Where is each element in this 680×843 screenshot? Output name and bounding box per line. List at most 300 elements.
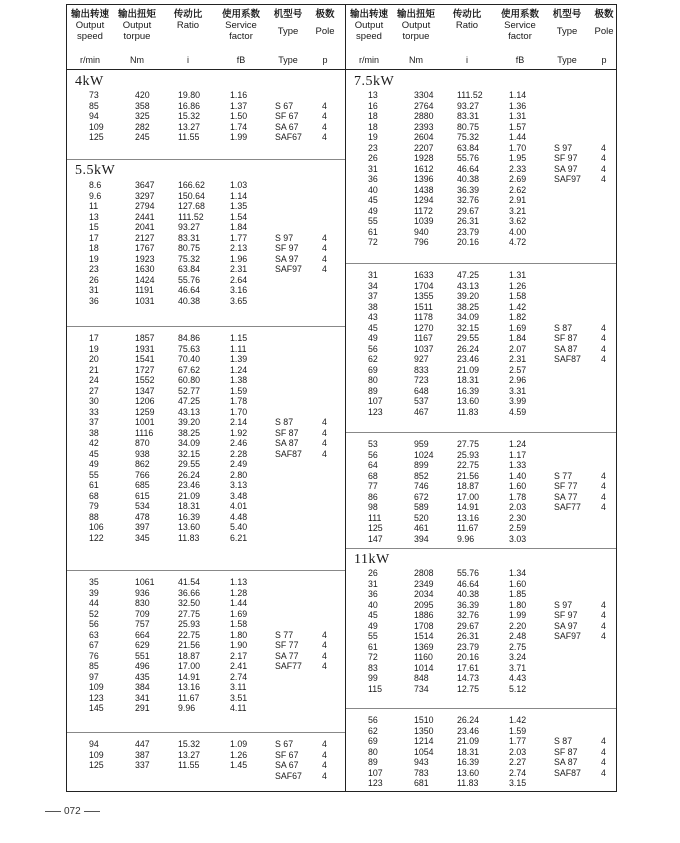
output-torque-cell: 1350 xyxy=(414,725,434,736)
output-torque-cell: 1633 xyxy=(414,270,434,280)
output-torque-cell: 938 xyxy=(135,448,150,459)
output-speed-cell: 56 xyxy=(89,619,99,629)
service-factor-cell: 1.90 xyxy=(230,640,248,650)
output-torque-cell: 2034 xyxy=(414,589,434,599)
output-torque-cell: 447 xyxy=(135,739,150,749)
output-speed-cell: 17 xyxy=(89,333,99,343)
service-factor-cell: 2.03 xyxy=(509,746,527,757)
output-speed-cell: 76 xyxy=(89,650,99,661)
output-speed-cell: 109 xyxy=(89,749,104,760)
header-ratio-en: Ratio xyxy=(176,20,200,31)
service-factor-cell: 1.69 xyxy=(509,322,527,333)
type-label: SA 97 xyxy=(275,253,299,264)
table-row xyxy=(346,111,616,121)
table-row xyxy=(67,191,345,201)
service-factor-cell: 1.58 xyxy=(230,619,248,629)
output-torque-cell: 537 xyxy=(414,396,429,406)
output-torque-cell: 3297 xyxy=(135,190,155,201)
output-torque-cell: 2441 xyxy=(135,211,155,222)
output-speed-cell: 55 xyxy=(89,469,99,480)
left-section xyxy=(67,732,345,794)
output-torque-cell: 341 xyxy=(135,692,150,703)
header-torque-en: Output xyxy=(122,20,152,31)
output-speed-cell: 45 xyxy=(89,448,99,459)
type-label: SF 77 xyxy=(275,640,299,650)
type-label: SA 87 xyxy=(554,757,578,767)
output-speed-cell: 44 xyxy=(89,598,99,608)
service-factor-cell: 2.57 xyxy=(509,364,527,375)
table-row xyxy=(67,703,345,713)
output-speed-cell: 55 xyxy=(368,216,378,226)
header-factor-unit: fB xyxy=(236,55,246,65)
header-speed-en: speed xyxy=(77,31,103,42)
service-factor-cell: 1.40 xyxy=(509,470,527,481)
table-row xyxy=(346,365,616,375)
output-speed-cell: 38 xyxy=(368,301,378,312)
output-torque-cell: 1767 xyxy=(135,243,155,253)
header-pole-en: Pole xyxy=(315,26,335,37)
left-section xyxy=(67,326,345,571)
output-speed-cell: 18 xyxy=(368,121,378,132)
header-torque-unit: Nm xyxy=(409,55,423,65)
output-speed-cell: 111 xyxy=(368,512,382,523)
service-factor-cell: 2.49 xyxy=(230,459,248,469)
ratio-cell: 80.75 xyxy=(457,121,480,132)
table-row xyxy=(346,185,616,195)
service-factor-cell: 3.48 xyxy=(230,490,248,501)
ratio-cell: 70.40 xyxy=(178,354,201,364)
ratio-cell: 14.91 xyxy=(178,671,201,682)
output-speed-cell: 13 xyxy=(89,211,99,222)
output-torque-cell: 1039 xyxy=(414,216,434,226)
table-row xyxy=(67,501,345,511)
table-row xyxy=(67,750,345,760)
service-factor-cell: 2.27 xyxy=(509,757,527,767)
table-row xyxy=(67,630,345,640)
pole-value: 4 xyxy=(601,354,606,364)
table-row xyxy=(67,588,345,598)
left-table-header xyxy=(67,5,345,70)
header-torque-en: torpue xyxy=(402,31,430,42)
output-speed-cell: 107 xyxy=(368,396,383,406)
pole-value: 4 xyxy=(601,599,606,610)
output-speed-cell: 37 xyxy=(368,291,378,301)
service-factor-cell: 2.64 xyxy=(230,274,248,285)
output-speed-cell: 61 xyxy=(89,480,99,490)
output-speed-cell: 26 xyxy=(368,153,378,163)
table-row xyxy=(67,111,345,121)
service-factor-cell: 1.26 xyxy=(230,749,248,760)
ratio-cell: 9.96 xyxy=(457,533,475,544)
pole-value: 4 xyxy=(322,661,327,671)
table-row xyxy=(346,386,616,396)
type-label: SAF97 xyxy=(275,264,302,274)
table-row xyxy=(346,281,616,291)
header-pole xyxy=(586,9,622,37)
left-section xyxy=(67,570,345,733)
ratio-cell: 22.75 xyxy=(457,460,480,470)
header-torque xyxy=(394,9,438,42)
header-pole xyxy=(307,9,343,37)
table-row xyxy=(67,438,345,448)
table-row xyxy=(67,101,345,111)
pole-value: 4 xyxy=(601,174,606,184)
left-column xyxy=(67,5,345,791)
type-list xyxy=(554,323,581,365)
table-row xyxy=(67,365,345,375)
output-speed-cell: 11 xyxy=(89,201,99,211)
output-torque-cell: 709 xyxy=(135,608,150,619)
pole-value: 4 xyxy=(601,333,606,343)
ratio-cell: 17.00 xyxy=(457,491,480,502)
output-speed-cell: 125 xyxy=(368,523,383,533)
pole-value: 4 xyxy=(322,640,327,650)
output-torque-cell: 1259 xyxy=(135,406,155,417)
output-speed-cell: 89 xyxy=(368,757,378,767)
output-speed-cell: 147 xyxy=(368,533,383,544)
service-factor-cell: 1.78 xyxy=(509,491,527,502)
type-list xyxy=(554,143,581,185)
output-speed-cell: 49 xyxy=(368,205,378,216)
header-speed-zh: 输出转速 xyxy=(70,9,109,20)
ratio-cell: 43.13 xyxy=(457,280,480,291)
output-speed-cell: 94 xyxy=(89,739,99,749)
output-torque-cell: 1396 xyxy=(414,174,434,184)
output-speed-cell: 31 xyxy=(368,270,378,280)
service-factor-cell: 1.80 xyxy=(509,599,527,610)
ratio-cell: 46.64 xyxy=(178,285,201,295)
type-list xyxy=(275,101,302,143)
service-factor-cell: 1.54 xyxy=(230,211,248,222)
power-rating-title: 7.5kW xyxy=(354,74,395,89)
output-torque-cell: 1438 xyxy=(414,184,434,195)
ratio-cell: 13.60 xyxy=(457,396,480,406)
type-label: SAF77 xyxy=(554,502,581,512)
output-torque-cell: 2207 xyxy=(414,142,434,153)
type-label: SA 67 xyxy=(275,121,299,132)
pole-value: 4 xyxy=(601,491,606,502)
output-torque-cell: 1024 xyxy=(414,449,434,460)
pole-value: 4 xyxy=(601,142,606,153)
output-speed-cell: 19 xyxy=(89,343,99,354)
ratio-cell: 84.86 xyxy=(178,333,201,343)
table-row xyxy=(346,534,616,544)
header-torque xyxy=(115,9,159,42)
output-speed-cell: 85 xyxy=(89,100,99,111)
type-label: SA 97 xyxy=(554,620,578,631)
pole-value: 4 xyxy=(322,749,327,760)
ratio-cell: 21.09 xyxy=(178,490,201,501)
pole-value: 4 xyxy=(322,253,327,264)
output-torque-cell: 648 xyxy=(414,385,429,396)
output-torque-cell: 384 xyxy=(135,682,150,692)
table-row xyxy=(67,459,345,469)
ratio-cell: 93.27 xyxy=(457,100,480,111)
service-factor-cell: 1.11 xyxy=(230,343,247,354)
ratio-cell: 21.56 xyxy=(178,640,201,650)
output-speed-cell: 86 xyxy=(368,491,378,502)
pole-value: 4 xyxy=(322,111,327,121)
output-torque-cell: 757 xyxy=(135,619,150,629)
footer-dash-left xyxy=(45,811,61,812)
service-factor-cell: 3.31 xyxy=(509,385,527,396)
service-factor-cell: 2.14 xyxy=(230,417,248,427)
header-pole-en: Pole xyxy=(594,26,614,37)
ratio-cell: 25.93 xyxy=(457,449,480,460)
service-factor-cell: 1.45 xyxy=(230,760,248,770)
output-torque-cell: 1294 xyxy=(414,195,434,205)
type-label: SF 97 xyxy=(554,153,578,163)
ratio-cell: 19.80 xyxy=(178,90,201,100)
type-list xyxy=(554,600,581,642)
output-speed-cell: 42 xyxy=(89,438,99,448)
service-factor-cell: 1.44 xyxy=(230,598,248,608)
type-label: SA 87 xyxy=(554,343,578,354)
output-torque-cell: 664 xyxy=(135,629,150,640)
ratio-cell: 16.39 xyxy=(457,385,480,396)
ratio-cell: 18.87 xyxy=(457,481,480,491)
service-factor-cell: 1.09 xyxy=(230,739,248,749)
type-label: S 97 xyxy=(554,599,573,610)
table-row xyxy=(67,122,345,132)
ratio-cell: 23.46 xyxy=(178,480,201,490)
table-row xyxy=(346,652,616,662)
output-torque-cell: 2095 xyxy=(414,599,434,610)
table-row xyxy=(67,285,345,295)
service-factor-cell: 4.48 xyxy=(230,511,248,522)
service-factor-cell: 1.42 xyxy=(509,301,527,312)
header-torque-zh: 输出扭矩 xyxy=(117,9,156,20)
output-speed-cell: 80 xyxy=(368,746,378,757)
type-label: SF 97 xyxy=(275,243,299,253)
header-pole-unit: p xyxy=(601,55,607,65)
ratio-cell: 27.75 xyxy=(457,439,480,449)
output-speed-cell: 15 xyxy=(89,222,99,232)
ratio-cell: 34.09 xyxy=(178,438,201,448)
output-speed-cell: 106 xyxy=(89,522,104,532)
output-speed-cell: 40 xyxy=(368,184,378,195)
output-speed-cell: 97 xyxy=(89,671,99,682)
output-speed-cell: 68 xyxy=(89,490,99,501)
service-factor-cell: 2.74 xyxy=(230,671,248,682)
output-torque-cell: 394 xyxy=(414,533,429,544)
output-torque-cell: 1510 xyxy=(414,715,434,725)
power-rating-title: 11kW xyxy=(354,552,390,567)
output-speed-cell: 115 xyxy=(368,683,383,694)
ratio-cell: 39.20 xyxy=(178,417,201,427)
pole-value: 4 xyxy=(322,417,327,427)
pole-value: 4 xyxy=(322,438,327,448)
table-row xyxy=(346,375,616,385)
header-torque-zh: 输出扭矩 xyxy=(396,9,435,20)
ratio-cell: 21.09 xyxy=(457,364,480,375)
header-speed-en: Output xyxy=(354,20,384,31)
service-factor-cell: 1.14 xyxy=(230,190,248,201)
header-ratio xyxy=(163,9,213,31)
header-speed-unit: r/min xyxy=(80,55,100,65)
service-factor-cell: 2.74 xyxy=(509,767,527,778)
service-factor-cell: 4.11 xyxy=(230,703,247,713)
ratio-cell: 32.15 xyxy=(457,322,480,333)
table-row xyxy=(346,291,616,301)
ratio-cell: 55.76 xyxy=(457,568,480,578)
ratio-cell: 46.64 xyxy=(457,163,480,174)
output-torque-cell: 723 xyxy=(414,375,429,385)
header-speed-unit: r/min xyxy=(359,55,379,65)
output-torque-cell: 1355 xyxy=(414,291,434,301)
output-speed-cell: 18 xyxy=(89,243,99,253)
ratio-cell: 55.76 xyxy=(457,153,480,163)
table-row xyxy=(67,577,345,587)
service-factor-cell: 1.82 xyxy=(509,312,527,322)
service-factor-cell: 2.41 xyxy=(230,661,248,671)
type-label: SAF87 xyxy=(554,354,581,364)
ratio-cell: 23.46 xyxy=(457,354,480,364)
output-speed-cell: 49 xyxy=(368,620,378,631)
output-torque-cell: 830 xyxy=(135,598,150,608)
output-torque-cell: 3304 xyxy=(414,90,434,100)
output-speed-cell: 88 xyxy=(89,511,99,522)
output-torque-cell: 1857 xyxy=(135,333,155,343)
output-speed-cell: 123 xyxy=(368,778,383,788)
output-torque-cell: 461 xyxy=(414,523,429,533)
output-speed-cell: 68 xyxy=(368,470,378,481)
pole-value: 4 xyxy=(601,153,606,163)
table-row xyxy=(67,396,345,406)
table-row xyxy=(67,344,345,354)
table-row xyxy=(67,201,345,211)
header-speed-en: speed xyxy=(356,31,382,42)
output-torque-cell: 1514 xyxy=(414,631,434,641)
service-factor-cell: 1.17 xyxy=(509,449,527,460)
service-factor-cell: 1.59 xyxy=(509,725,527,736)
output-torque-cell: 1612 xyxy=(414,163,434,174)
service-factor-cell: 1.99 xyxy=(230,132,248,142)
pole-value: 4 xyxy=(322,132,327,142)
output-torque-cell: 783 xyxy=(414,767,429,778)
left-section xyxy=(67,159,345,327)
header-speed xyxy=(69,9,111,42)
ratio-cell: 13.16 xyxy=(457,512,480,523)
output-torque-cell: 1061 xyxy=(135,577,155,587)
table-row xyxy=(67,491,345,501)
pole-value: 4 xyxy=(322,427,327,438)
ratio-cell: 40.38 xyxy=(457,174,480,184)
header-pole-zh: 极数 xyxy=(315,9,335,20)
ratio-cell: 18.31 xyxy=(457,375,480,385)
service-factor-cell: 2.03 xyxy=(509,502,527,512)
table-row xyxy=(67,619,345,629)
output-torque-cell: 420 xyxy=(135,90,150,100)
service-factor-cell: 3.62 xyxy=(509,216,527,226)
pole-value: 4 xyxy=(601,736,606,746)
output-speed-cell: 30 xyxy=(89,396,99,406)
service-factor-cell: 2.20 xyxy=(509,620,527,631)
table-row xyxy=(67,512,345,522)
ratio-cell: 40.38 xyxy=(178,295,201,306)
footer-dash-right xyxy=(84,811,100,812)
service-factor-cell: 2.17 xyxy=(230,650,248,661)
service-factor-cell: 1.24 xyxy=(230,364,248,375)
output-torque-cell: 345 xyxy=(135,532,150,543)
output-speed-cell: 45 xyxy=(368,195,378,205)
service-factor-cell: 4.72 xyxy=(509,237,527,247)
ratio-cell: 12.75 xyxy=(457,683,480,694)
ratio-cell: 111.52 xyxy=(178,211,204,222)
header-pole-unit: p xyxy=(322,55,328,65)
output-speed-cell: 16 xyxy=(368,100,378,111)
service-factor-cell: 1.24 xyxy=(509,439,527,449)
ratio-cell: 18.31 xyxy=(178,501,201,511)
pole-value: 4 xyxy=(322,448,327,459)
table-row xyxy=(67,333,345,343)
type-label: SAF87 xyxy=(275,448,302,459)
output-speed-cell: 67 xyxy=(89,640,99,650)
pole-value: 4 xyxy=(322,264,327,274)
ratio-cell: 11.83 xyxy=(457,778,479,788)
ratio-cell: 29.67 xyxy=(457,620,480,631)
right-column xyxy=(346,5,616,791)
table-row xyxy=(67,233,345,243)
header-factor-en: Service xyxy=(225,20,257,31)
service-factor-cell: 1.99 xyxy=(509,610,527,620)
type-label: SF 97 xyxy=(554,610,578,620)
pole-value: 4 xyxy=(601,631,606,641)
header-type-unit: Type xyxy=(557,55,577,65)
pole-list xyxy=(601,143,606,185)
output-speed-cell: 61 xyxy=(368,641,378,652)
table-row xyxy=(346,312,616,322)
table-row xyxy=(67,180,345,190)
table-row xyxy=(67,296,345,306)
service-factor-cell: 1.70 xyxy=(230,406,248,417)
service-factor-cell: 1.70 xyxy=(509,142,527,153)
output-torque-cell: 1270 xyxy=(414,322,434,333)
table-row xyxy=(67,417,345,427)
type-list xyxy=(554,471,581,513)
output-speed-cell: 33 xyxy=(89,406,99,417)
service-factor-cell: 1.38 xyxy=(230,375,248,385)
output-torque-cell: 2393 xyxy=(414,121,434,132)
ratio-cell: 11.67 xyxy=(457,523,479,533)
service-factor-cell: 1.60 xyxy=(509,578,527,589)
header-speed-en: Output xyxy=(75,20,105,31)
table-row xyxy=(346,396,616,406)
table-row xyxy=(67,386,345,396)
ratio-cell: 46.64 xyxy=(457,578,480,589)
output-torque-cell: 325 xyxy=(135,111,150,121)
service-factor-cell: 2.07 xyxy=(509,343,527,354)
header-speed xyxy=(348,9,390,42)
header-factor xyxy=(492,9,548,42)
table-row xyxy=(67,609,345,619)
table-row xyxy=(67,275,345,285)
service-factor-cell: 1.26 xyxy=(509,280,527,291)
type-label: SA 87 xyxy=(275,438,299,448)
table-row xyxy=(346,122,616,132)
output-torque-cell: 734 xyxy=(414,683,429,694)
table-row xyxy=(67,243,345,253)
table-row xyxy=(346,589,616,599)
output-speed-cell: 145 xyxy=(89,703,104,713)
type-label: SAF87 xyxy=(554,767,581,778)
pole-value: 4 xyxy=(322,121,327,132)
output-speed-cell: 39 xyxy=(89,587,99,598)
ratio-cell: 18.87 xyxy=(178,650,201,661)
service-factor-cell: 3.11 xyxy=(230,682,247,692)
output-speed-cell: 56 xyxy=(368,343,378,354)
type-label: S 87 xyxy=(275,417,294,427)
